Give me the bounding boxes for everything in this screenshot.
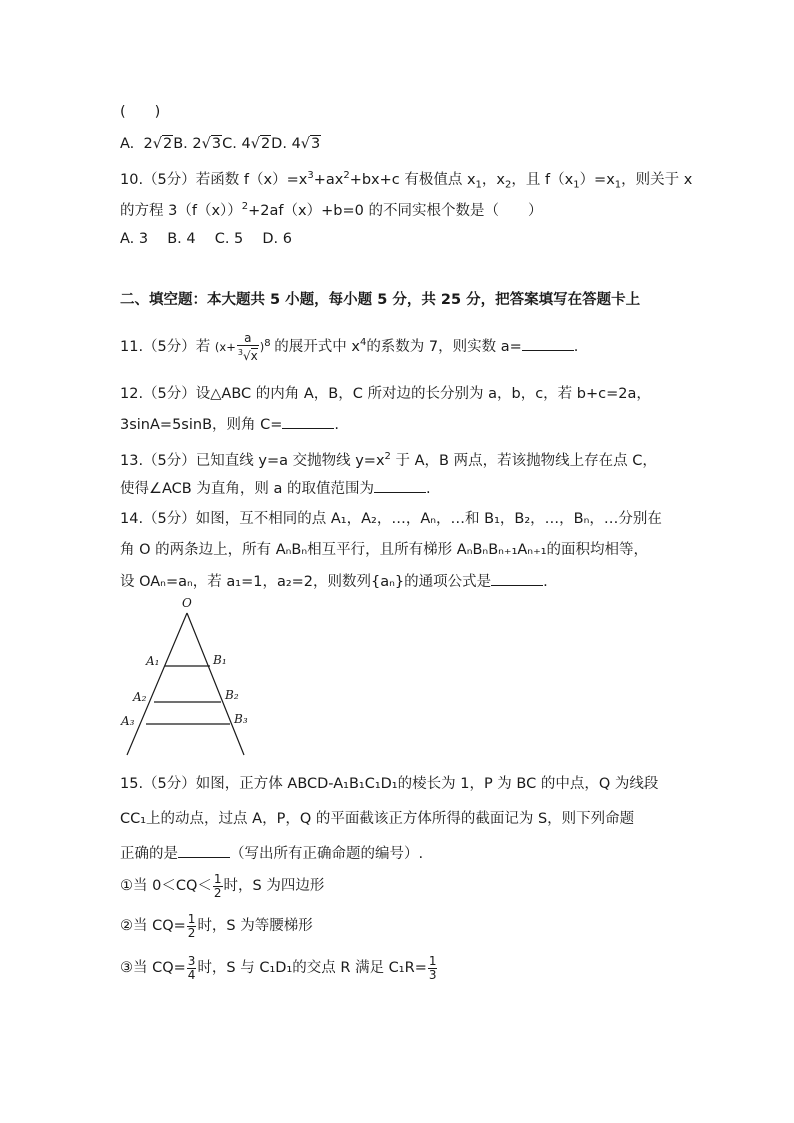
q14-answer-blank[interactable] bbox=[491, 571, 543, 586]
label-a2: A₂ bbox=[133, 690, 147, 704]
q13-line1: 13.（5分）已知直线 y=a 交抛物线 $y=x^2$ 于 A，B 两点，若该抛物线上存在点 C， bbox=[120, 451, 657, 469]
q12-line1: 12.（5分）设△ABC 的内角 A，B，C 所对边的长分别为 a，b，c，若 b+c=2a， bbox=[120, 386, 651, 402]
q11-line: 11.（5分）若 (x+ $\frac{a}{^3√x}$ )$^8$ 的展开式中 $x^4$的系数为 7，则实数 a= . bbox=[120, 330, 579, 363]
q14-line1: 14.（5分）如图，互不相同的点 A₁，A₂，…，Aₙ，…和 B₁，B₂，…，Bₙ，…分别在 bbox=[120, 511, 662, 527]
q11-answer-blank[interactable] bbox=[522, 336, 574, 351]
q15-line3: 正确的是 （写出所有正确命题的编号）. bbox=[120, 843, 423, 864]
q13-answer-blank[interactable] bbox=[374, 478, 426, 493]
q12-line2: 3sinA=5sinB，则角 C= . bbox=[120, 414, 339, 435]
q9-paren: ( ) bbox=[120, 104, 161, 120]
q9-opt-c-expr: 4√2 bbox=[241, 136, 271, 152]
q14-figure bbox=[110, 595, 260, 760]
q9-opt-b-expr: 2√3 bbox=[192, 136, 222, 152]
label-a3: A₃ bbox=[121, 714, 135, 728]
q10-options: A. 3 B. 4 C. 5 D. 6 bbox=[120, 231, 293, 247]
label-b3: B₃ bbox=[234, 712, 248, 726]
q15-line2: CC₁上的动点，过点 A，P，Q 的平面截该正方体所得的截面记为 S，则下列命题 bbox=[120, 811, 635, 827]
q9-opt-d-expr: 4√3 bbox=[291, 136, 321, 152]
label-b2: B₂ bbox=[225, 688, 239, 702]
section-heading: 二、填空题：本大题共 5 小题，每小题 5 分，共 25 分，把答案填写在答题卡上 bbox=[120, 292, 641, 308]
q10-line1: 10.（5分）若函数 $f(x)=x^3+ax^2+bx+c$ 有极值点 $x_1$，$x_2$，且 $f(x_1)=x_1$，则关于 x bbox=[120, 170, 693, 191]
q14-line3: 设 OAₙ=aₙ，若 a₁=1，a₂=2，则数列{aₙ}的通项公式是 . bbox=[120, 571, 548, 592]
q9-options: A. 2√2B. 2√3C. 4√2D. 4√3 bbox=[120, 136, 321, 152]
q9-opt-a-expr: 2√2 bbox=[143, 136, 173, 152]
q10-line2: 的方程 $3(f(x))^2+2af(x)+b=0$ 的不同实根个数是（ ） bbox=[120, 201, 543, 219]
label-b1: B₁ bbox=[213, 653, 227, 667]
q15-item1: ①当 0＜CQ＜ $\frac{1}{2}$ 时，S 为四边形 bbox=[120, 871, 325, 900]
q11-expr: (x+ $\frac{a}{^3√x}$ )$^8$ bbox=[214, 330, 271, 363]
q15-item3: ③当 CQ= $\frac{3}{4}$ 时，S 与 C₁D₁的交点 R 满足 C₁R= $\frac{1}{3}$ bbox=[120, 953, 437, 982]
q15-answer-blank[interactable] bbox=[178, 843, 230, 858]
q15-line1: 15.（5分）如图，正方体 ABCD-A₁B₁C₁D₁的棱长为 1，P 为 BC 的中点，Q 为线段 bbox=[120, 776, 659, 792]
label-o: O bbox=[182, 596, 192, 610]
q13-line2: 使得∠ACB 为直角，则 a 的取值范围为 . bbox=[120, 478, 431, 499]
angle-side-right bbox=[187, 613, 244, 755]
label-a1: A₁ bbox=[146, 654, 160, 668]
angle-side-left bbox=[127, 613, 187, 755]
q15-item2: ②当 CQ= $\frac{1}{2}$ 时，S 为等腰梯形 bbox=[120, 911, 313, 940]
q12-answer-blank[interactable] bbox=[282, 414, 334, 429]
q14-line2: 角 O 的两条边上，所有 AₙBₙ相互平行，且所有梯形 AₙBₙBₙ₊₁Aₙ₊₁的面积均相等， bbox=[120, 542, 649, 558]
